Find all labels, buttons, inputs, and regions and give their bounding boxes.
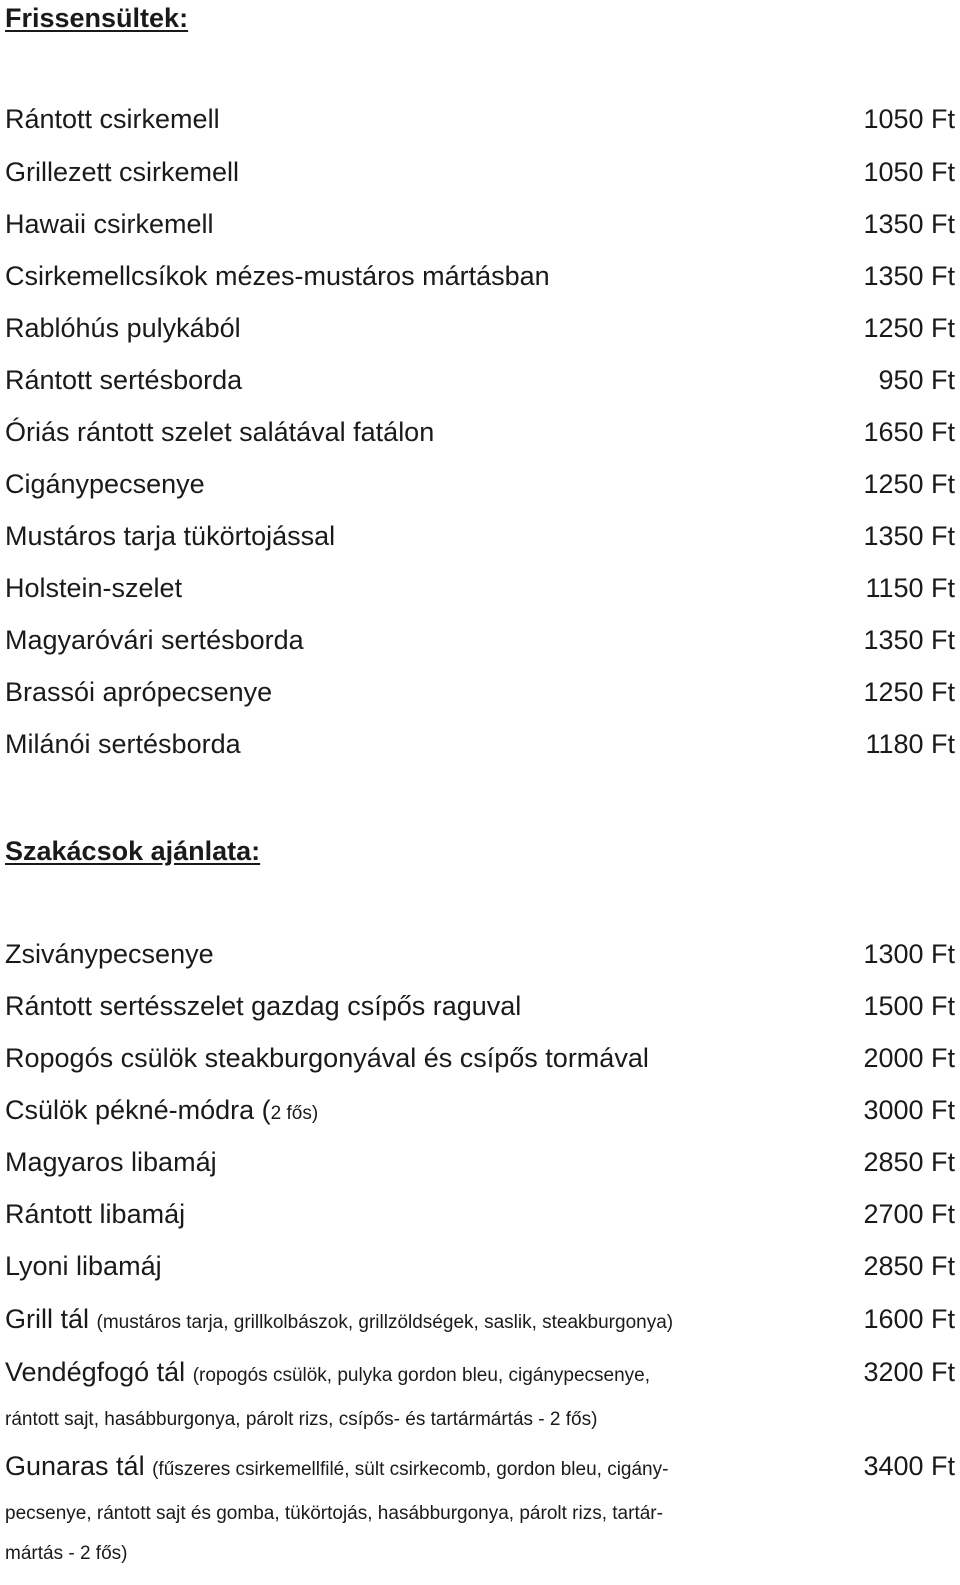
item-note: (fűszeres csirkemellfilé, sült csirkecomb, gordon bleu, cigány-	[152, 1459, 669, 1480]
menu-item	[5, 675, 955, 709]
menu-item	[5, 467, 955, 501]
item-price: 3200 Ft	[863, 1357, 955, 1387]
item-price: 3000 Ft	[863, 1095, 955, 1125]
item-name: Rántott csirkemell	[5, 104, 220, 134]
item-name: Csirkemellcsíkok mézes-mustáros mártásban	[5, 261, 550, 291]
menu-item	[5, 311, 955, 345]
item-name: Rántott sertésborda	[5, 365, 243, 395]
item-name: Mustáros tarja tükörtojással	[5, 521, 336, 551]
item-name: Rablóhús pulykából	[5, 313, 241, 343]
item-note-continuation: mártás - 2 fős)	[5, 1543, 128, 1564]
menu-item	[5, 102, 955, 136]
item-price: 950 Ft	[878, 365, 955, 395]
menu-item	[5, 1145, 955, 1179]
item-name: Óriás rántott szelet salátával fatálon	[5, 417, 435, 447]
item-name-with-note	[5, 1449, 668, 1487]
item-price: 1050 Ft	[863, 104, 955, 134]
item-price: 1150 Ft	[865, 573, 955, 603]
item-name: Gunaras tál	[5, 1451, 145, 1481]
menu-item	[5, 1093, 955, 1127]
item-name: Hawaii csirkemell	[5, 209, 214, 239]
item-name: Magyaros libamáj	[5, 1147, 217, 1177]
item-name-with-note	[5, 1355, 650, 1393]
menu-item	[5, 623, 955, 657]
item-name: Zsiványpecsenye	[5, 939, 214, 969]
item-name: Holstein-szelet	[5, 573, 183, 603]
item-price: 1050 Ft	[863, 157, 955, 187]
item-price: 1350 Ft	[863, 209, 955, 239]
menu-item	[5, 415, 955, 449]
menu-item	[5, 937, 955, 971]
item-name: Grill tál	[5, 1304, 90, 1334]
item-name: Grillezett csirkemell	[5, 157, 240, 187]
item-name: Rántott libamáj	[5, 1199, 186, 1229]
item-price: 1350 Ft	[863, 521, 955, 551]
menu-item	[5, 1355, 955, 1389]
item-name: Vendégfogó tál	[5, 1357, 186, 1387]
item-note: (mustáros tarja, grillkolbászok, grillzöldségek, saslik, steakburgonya)	[96, 1312, 674, 1333]
item-price: 2850 Ft	[863, 1251, 955, 1281]
item-price: 1250 Ft	[863, 677, 955, 707]
section-title-szakacsok-ajanlata: Szakácsok ajánlata:	[5, 836, 261, 866]
item-note-continuation: rántott sajt, hasábburgonya, párolt rizs, csípős- és tartármártás - 2 fős)	[5, 1409, 598, 1430]
menu-item	[5, 259, 955, 293]
menu-item	[5, 1449, 955, 1483]
item-name: Lyoni libamáj	[5, 1251, 162, 1281]
item-price: 3400 Ft	[863, 1451, 955, 1481]
item-name: Magyaróvári sertésborda	[5, 625, 304, 655]
section-title-frissensultek: Frissensültek:	[5, 3, 189, 33]
menu-item	[5, 727, 955, 761]
menu-item	[5, 989, 955, 1023]
item-name-with-note	[5, 1302, 673, 1340]
item-price: 1350 Ft	[863, 261, 955, 291]
item-note: 2 fős)	[270, 1103, 319, 1124]
item-price: 1650 Ft	[863, 417, 955, 447]
menu-item	[5, 363, 955, 397]
item-price: 1300 Ft	[863, 939, 955, 969]
item-name: Csülök pékné-módra (	[5, 1095, 271, 1125]
item-note-continuation: pecsenye, rántott sajt és gomba, tükörtojás, hasábburgonya, párolt rizs, tartár-	[5, 1503, 663, 1524]
item-price: 1350 Ft	[863, 625, 955, 655]
menu-item	[5, 519, 955, 553]
menu-item	[5, 1197, 955, 1231]
item-price: 2000 Ft	[863, 1043, 955, 1073]
item-price: 1600 Ft	[863, 1304, 955, 1334]
menu-item	[5, 571, 955, 605]
item-price: 1250 Ft	[863, 469, 955, 499]
item-price: 1180 Ft	[865, 729, 955, 759]
item-name: Rántott sertésszelet gazdag csípős raguval	[5, 991, 522, 1021]
item-price: 1500 Ft	[863, 991, 955, 1021]
item-price: 2850 Ft	[863, 1147, 955, 1177]
menu-item	[5, 155, 955, 189]
item-price: 2700 Ft	[863, 1199, 955, 1229]
item-name: Milánói sertésborda	[5, 729, 241, 759]
item-name: Cigánypecsenye	[5, 469, 205, 499]
menu-item	[5, 1302, 955, 1336]
item-name: Ropogós csülök steakburgonyával és csípős tormával	[5, 1043, 649, 1073]
menu-item	[5, 1041, 955, 1075]
item-note: (ropogós csülök, pulyka gordon bleu, cigánypecsenye,	[192, 1365, 651, 1386]
menu-item	[5, 1249, 955, 1283]
item-price: 1250 Ft	[863, 313, 955, 343]
menu-item	[5, 207, 955, 241]
item-name: Brassói aprópecsenye	[5, 677, 273, 707]
item-name-with-note	[5, 1093, 318, 1131]
